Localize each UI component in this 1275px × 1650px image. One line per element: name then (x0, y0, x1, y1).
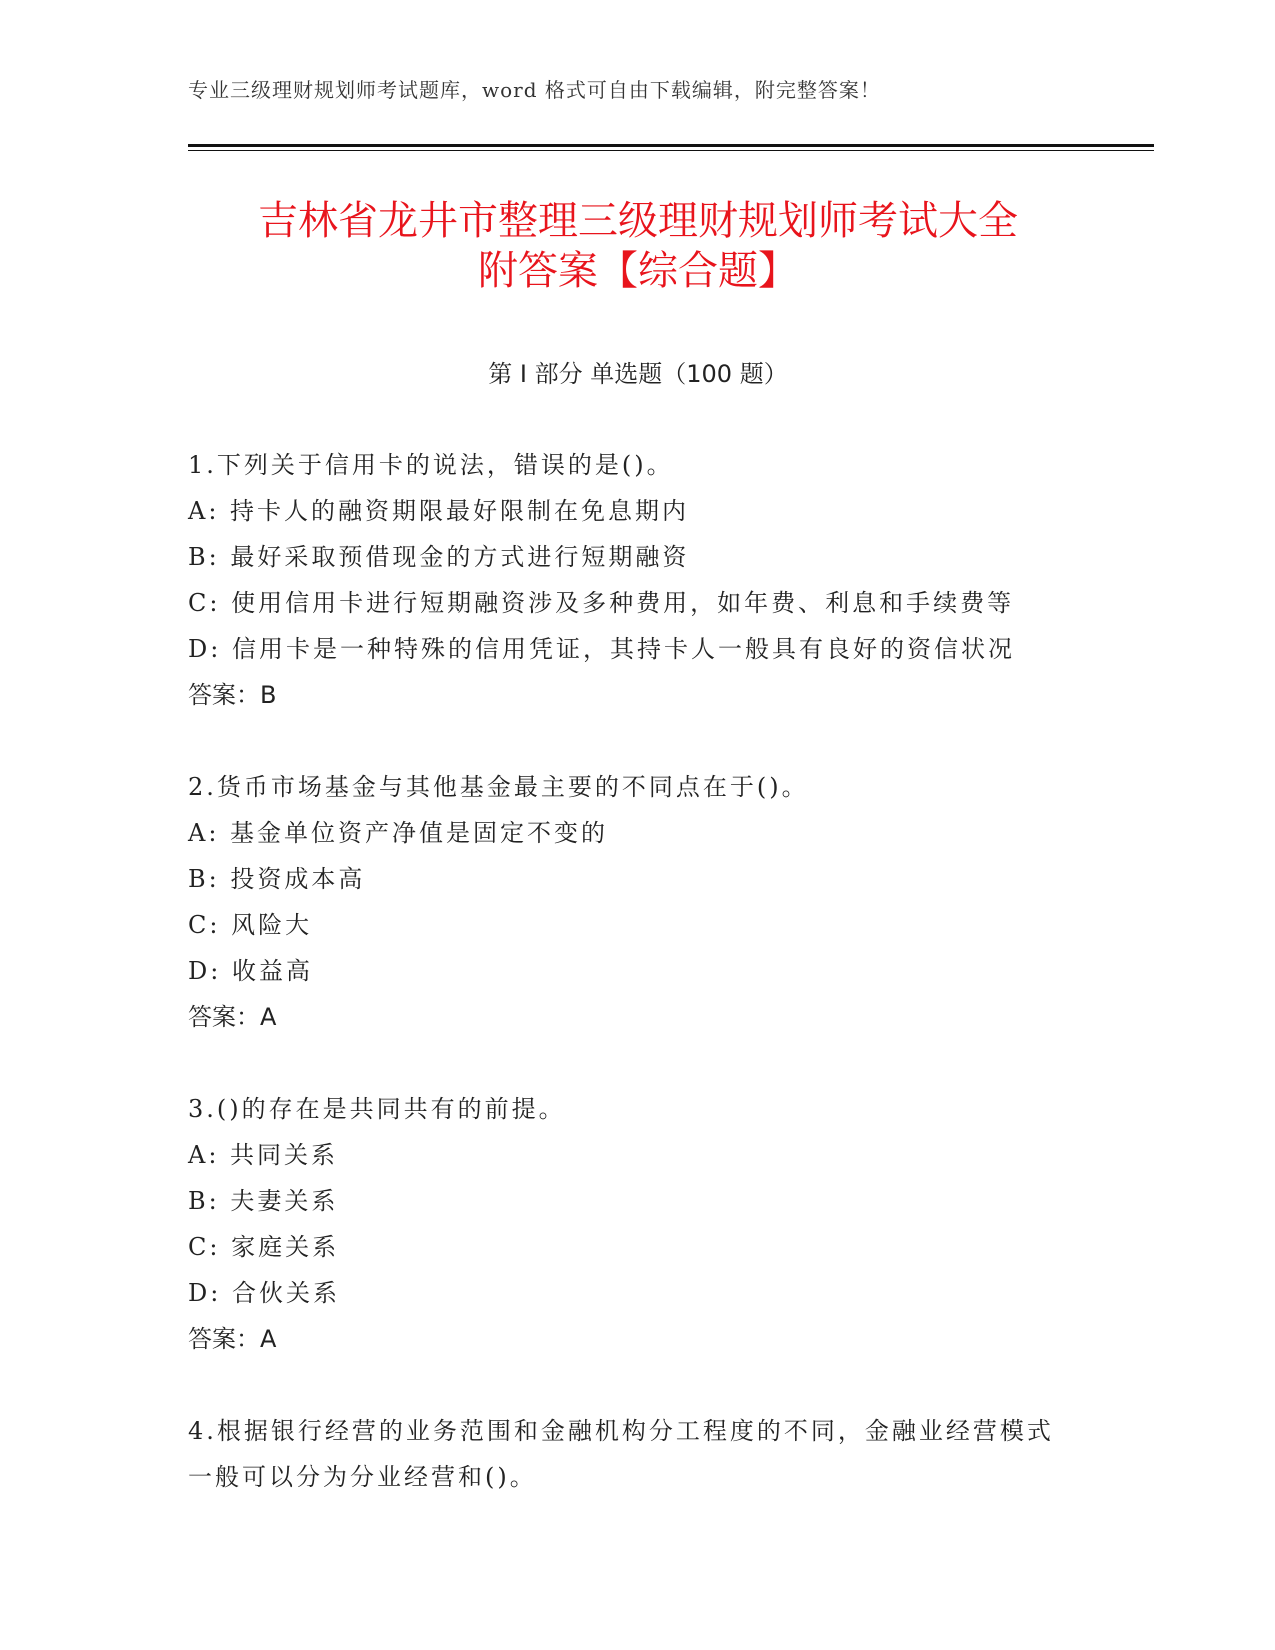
question-option-d: D: 收益高 (188, 957, 313, 985)
question-option-a: A: 持卡人的融资期限最好限制在免息期内 (188, 497, 690, 525)
question-option-d: D: 信用卡是一种特殊的信用凭证，其持卡人一般具有良好的资信状况 (188, 635, 1015, 663)
question-list (188, 442, 1088, 1546)
document-title (188, 196, 1088, 296)
section-heading: 第 I 部分 单选题（100 题） (488, 360, 788, 388)
question-4 (188, 1408, 1088, 1500)
question-option-c: C: 使用信用卡进行短期融资涉及多种费用，如年费、利息和手续费等 (188, 589, 1015, 617)
question-option-a: A: 共同关系 (188, 1141, 339, 1169)
question-stem: 2.货币市场基金与其他基金最主要的不同点在于()。 (188, 773, 809, 801)
question-3 (188, 1086, 1088, 1362)
document-title-line-1: 吉林省龙井市整理三级理财规划师考试大全 (258, 198, 1018, 244)
question-answer: 答案：A (188, 1003, 277, 1031)
question-option-b: B: 投资成本高 (188, 865, 366, 893)
question-answer: 答案：B (188, 681, 277, 709)
question-option-c: C: 家庭关系 (188, 1233, 340, 1261)
question-stem: 4.根据银行经营的业务范围和金融机构分工程度的不同，金融业经营模式一般可以分为分业经营和()。 (188, 1417, 1054, 1491)
document-title-line-2: 附答案【综合题】 (478, 248, 798, 294)
question-stem: 1.下列关于信用卡的说法，错误的是()。 (188, 451, 674, 479)
question-2 (188, 764, 1088, 1040)
question-option-b: B: 最好采取预借现金的方式进行短期融资 (188, 543, 690, 571)
header-note: 专业三级理财规划师考试题库，word 格式可自由下载编辑，附完整答案！ (188, 78, 881, 102)
header-rule-thin (188, 150, 1154, 151)
header-rule-thick (188, 144, 1154, 147)
question-option-b: B: 夫妻关系 (188, 1187, 339, 1215)
question-option-a: A: 基金单位资产净值是固定不变的 (188, 819, 609, 847)
question-answer: 答案：A (188, 1325, 277, 1353)
question-stem: 3.()的存在是共同共有的前提。 (188, 1095, 566, 1123)
question-option-c: C: 风险大 (188, 911, 313, 939)
question-1 (188, 442, 1088, 718)
question-option-d: D: 合伙关系 (188, 1279, 340, 1307)
